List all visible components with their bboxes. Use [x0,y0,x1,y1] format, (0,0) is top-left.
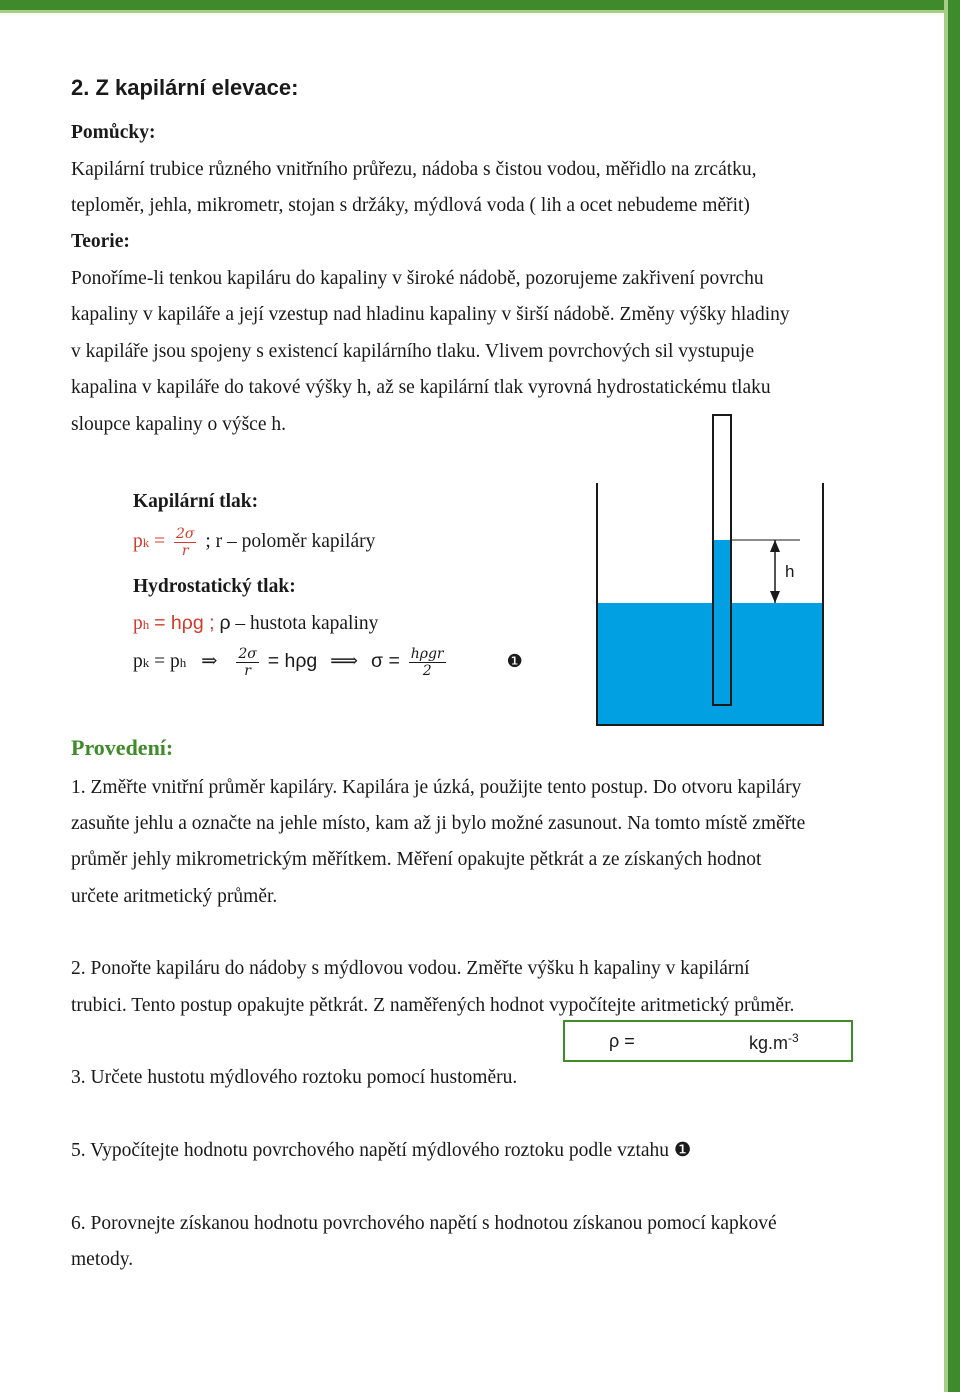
height-arrow-head-up [770,540,780,552]
step1-line-3: průměr jehly mikrometrickým měřítkem. Měření opakujte pětkrát a ze získaných hodnot [71,849,762,870]
teorie-line-2: kapaliny v kapiláře a její vzestup nad hladinu kapaliny v širší nádobě. Změny výšky hladiny [71,304,790,325]
pk-description: ; r – poloměr kapiláry [205,530,376,552]
pk-symbol: pk = [133,530,166,552]
pomucky-line-1: Kapilární trubice různého vnitřního průřezu, nádoba s čistou vodou, měřidlo na zrcátku, [71,159,757,180]
formula-derivation: pk = ph ⇒ $\frac{2\sigma}{r}$ = hρg ⟹ σ = $\frac{\text{hρgr}}{2}$ ❶ [133,646,523,679]
derivation-fraction: $\frac{2\sigma}{r}$ [238,646,257,679]
equation-marker: ❶ [506,650,523,672]
density-result-box [563,1020,853,1062]
step1-line-4: určete aritmetický průměr. [71,886,278,907]
implies-arrow-2: ⟹ [330,650,359,672]
step5-text: 5. Vypočítejte hodnotu povrchového napětí mýdlového roztoku podle vztahu ❶ [71,1140,692,1161]
section-heading: 2. Z kapilární elevace: [71,75,299,100]
ph-description: – hustota kapaliny [235,613,379,634]
teorie-label: Teorie: [71,231,130,252]
step1-line-1: 1. Změřte vnitřní průměr kapiláry. Kapilára je úzká, použijte tento postup. Do otvoru kapiláry [71,777,802,798]
pomucky-line-2: teploměr, jehla, mikrometr, stojan s držáky, mýdlová voda ( lih a ocet nebudeme měřit) [71,195,750,216]
step3-text: 3. Určete hustotu mýdlového roztoku pomocí hustoměru. [71,1067,518,1088]
kapilarni-tlak-label: Kapilární tlak: [133,491,259,512]
implies-arrow: ⇒ [201,650,218,672]
teorie-line-1: Ponoříme-li tenkou kapiláru do kapaliny v široké nádobě, pozorujeme zakřivení povrchu [71,268,764,289]
liquid-in-vessel [597,603,823,725]
teorie-line-4: kapalina v kapiláře do takové výšky h, až se kapilární tlak vyrovná hydrostatickému tlaku [71,377,771,398]
sigma-fraction: $\frac{\text{hρgr}}{2}$ [410,646,444,679]
teorie-line-3: v kapiláře jsou spojeny s existencí kapilárního tlaku. Vlivem povrchových sil vystupuje [71,341,755,362]
liquid-in-capillary [714,540,730,603]
pk-fraction: $\frac{2\sigma}{r}$ [176,526,195,559]
step6-line-1: 6. Porovnejte získanou hodnotu povrchového napětí s hodnotou získanou pomocí kapkové [71,1213,777,1234]
density-unit: $kg.m^{-3}$ [749,1031,799,1053]
height-label: h [785,562,795,581]
density-symbol: ρ = [609,1031,635,1051]
hydrostaticky-tlak-label: Hydrostatický tlak: [133,576,296,597]
teorie-line-5: sloupce kapaliny o výšce h. [71,414,286,435]
height-arrow-head-down [770,591,780,603]
pomucky-label: Pomůcky: [71,122,156,143]
rho-symbol: ρ [219,612,231,634]
step6-line-2: metody. [71,1249,134,1270]
ph-symbol: ph = hρg ; [133,612,215,634]
step1-line-2: zasuňte jehlu a označte na jehle místo, kam až ji bylo možné zasunout. Na tomto místě změřte [71,813,806,834]
step2-line-2: trubici. Tento postup opakujte pětkrát. Z naměřených hodnot vypočítejte aritmetický průměr. [71,995,795,1016]
provedeni-label: Provedení: [71,735,174,760]
step2-line-1: 2. Ponořte kapiláru do nádoby s mýdlovou vodou. Změřte výšku h kapaliny v kapilární [71,958,750,979]
